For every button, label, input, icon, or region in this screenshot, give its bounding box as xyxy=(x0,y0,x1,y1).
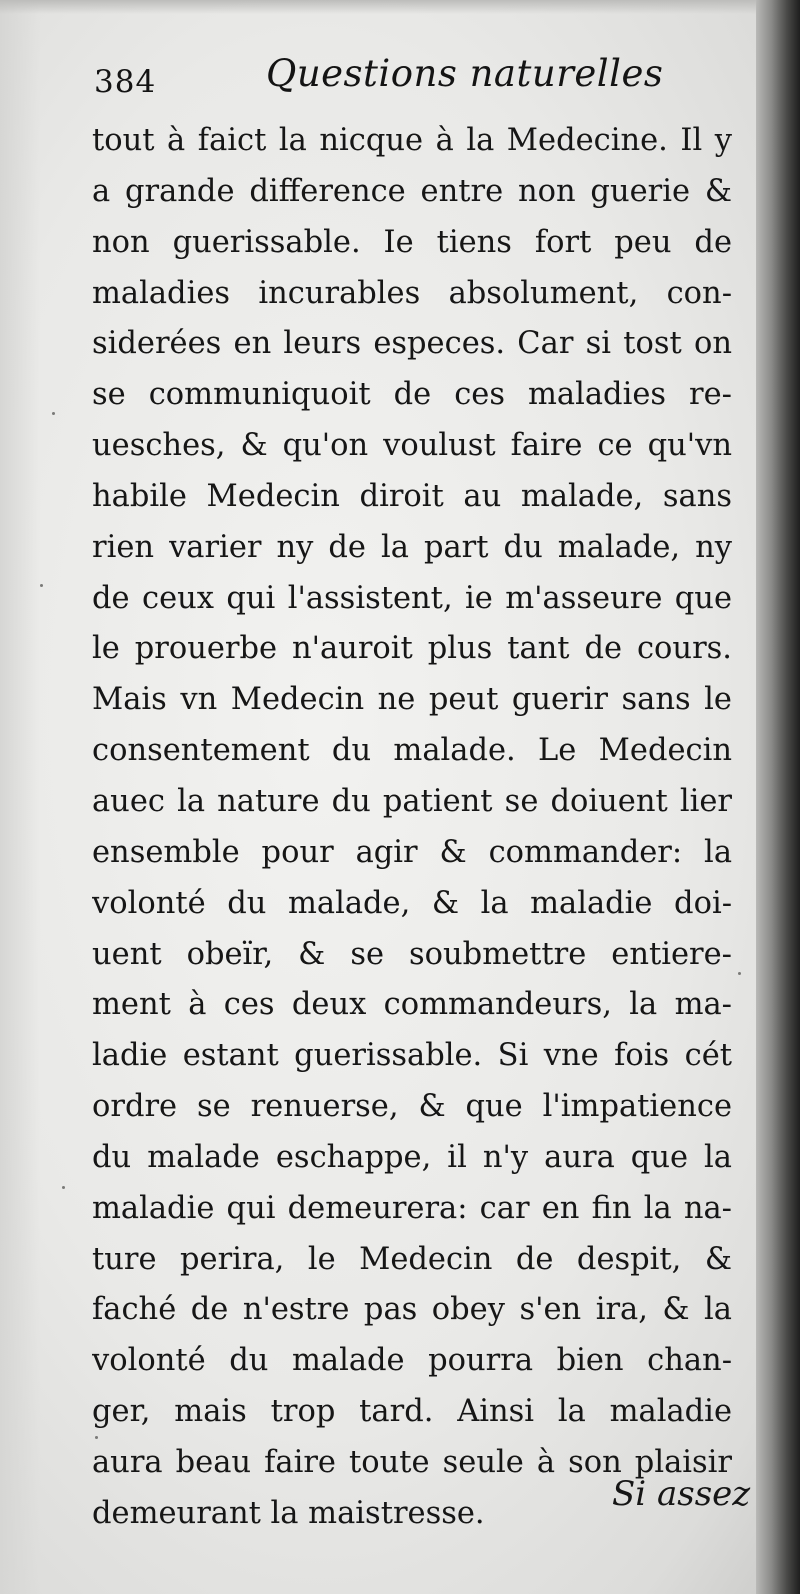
text-line: siderées en leurs especes. Car si tost on xyxy=(92,326,732,362)
text-line: le prouerbe n'auroit plus tant de cours. xyxy=(92,631,732,667)
running-title: Questions naturelles xyxy=(266,52,664,95)
text-line: non guerissable. Ie tiens fort peu de xyxy=(92,224,732,260)
text-line: demeurant la maistresse. xyxy=(92,1495,485,1531)
text-line: ment à ces deux commandeurs, la ma- xyxy=(92,987,732,1023)
page-number: 384 xyxy=(94,64,157,100)
text-line: ladie estant guerissable. Si vne fois cét xyxy=(92,1038,732,1074)
body-text xyxy=(92,116,732,1540)
text-line: maladies incurables absolument, con- xyxy=(92,275,732,311)
text-line: maladie qui demeurera: car en fin la na- xyxy=(92,1190,732,1226)
text-line: volonté du malade pourra bien chan- xyxy=(92,1343,732,1379)
text-line: ordre se renuerse, & que l'impatience xyxy=(92,1089,732,1125)
text-line: tout à faict la nicque à la Medecine. Il y xyxy=(92,123,732,158)
text-line: ture perira, le Medecin de despit, & xyxy=(92,1241,732,1277)
text-line: faché de n'estre pas obey s'en ira, & la xyxy=(92,1292,732,1328)
text-line: uesches, & qu'on voulust faire ce qu'vn xyxy=(92,428,732,464)
text-line: consentement du malade. Le Medecin xyxy=(92,733,732,769)
page-top-shadow xyxy=(0,0,800,14)
text-line: volonté du malade, & la maladie doi- xyxy=(92,885,732,921)
book-gutter xyxy=(756,0,800,1594)
text-line: rien varier ny de la part du malade, ny xyxy=(92,529,732,565)
text-line: auec la nature du patient se doiuent lier xyxy=(92,783,732,819)
text-line: aura beau faire toute seule à son plaisir xyxy=(92,1444,732,1480)
text-line: de ceux qui l'assistent, ie m'asseure que xyxy=(92,580,732,616)
text-line: ensemble pour agir & commander: la xyxy=(92,834,732,870)
page-header xyxy=(94,48,694,108)
text-line: ger, mais trop tard. Ainsi la maladie xyxy=(92,1394,732,1430)
text-line: a grande difference entre non guerie & xyxy=(92,173,732,209)
text-line: du malade eschappe, il n'y aura que la xyxy=(92,1139,732,1175)
page-edge-shadow xyxy=(0,0,40,1594)
text-line: se communiquoit de ces maladies re- xyxy=(92,377,732,413)
text-line: uent obeïr, & se soubmettre entiere- xyxy=(92,936,732,972)
text-line: Mais vn Medecin ne peut guerir sans le xyxy=(92,682,732,718)
catchword: Si assez xyxy=(612,1474,751,1514)
text-line: habile Medecin diroit au malade, sans xyxy=(92,478,732,514)
